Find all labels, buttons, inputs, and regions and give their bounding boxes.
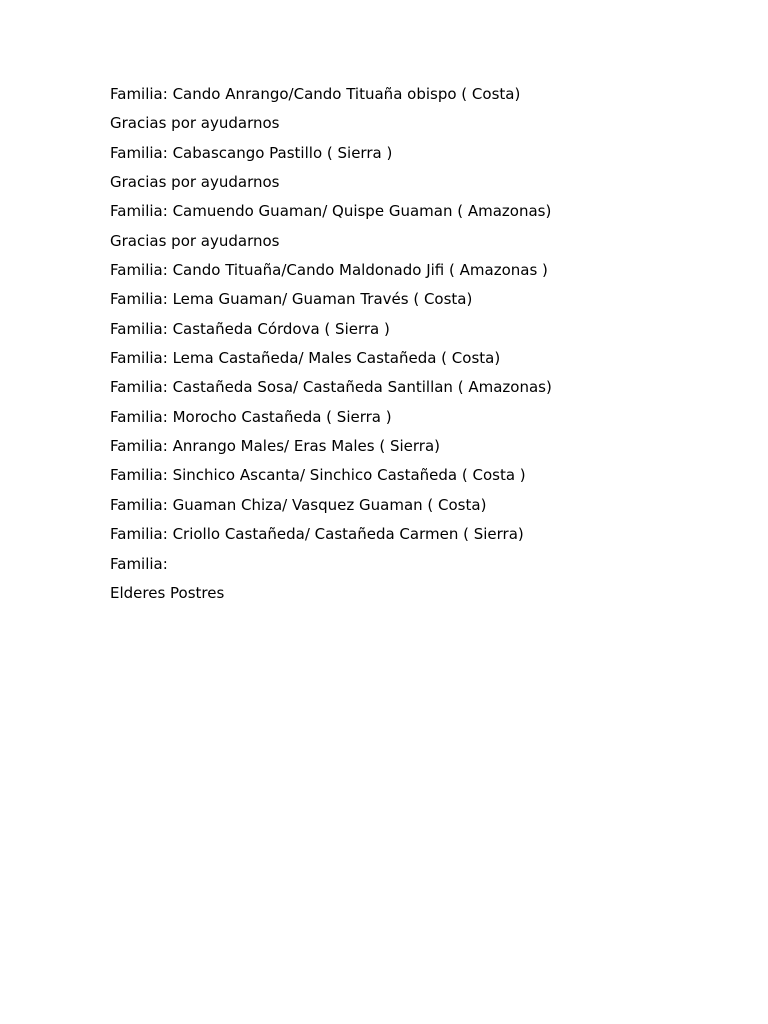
document-line: Gracias por ayudarnos: [110, 114, 280, 133]
document-line: Familia: Lema Guaman/ Guaman Través ( Costa): [110, 290, 473, 309]
document-line: Familia: Cando Anrango/Cando Tituaña obispo ( Costa): [110, 85, 521, 103]
document-line: Familia: Cando Tituaña/Cando Maldonado Jifi ( Amazonas ): [110, 261, 548, 280]
document-line: Elderes Postres: [110, 583, 225, 602]
document-line: Familia: Anrango Males/ Eras Males ( Sierra): [110, 437, 441, 456]
document-body: [110, 84, 730, 612]
document-line: Familia: Cabascango Pastillo ( Sierra ): [110, 143, 393, 162]
document-line: Gracias por ayudarnos: [110, 173, 280, 192]
document-line: Familia:: [110, 554, 168, 573]
document-line: Familia: Camuendo Guaman/ Quispe Guaman ( Amazonas): [110, 202, 552, 221]
document-line: Familia: Castañeda Sosa/ Castañeda Santillan ( Amazonas): [110, 378, 552, 397]
document-line: Familia: Morocho Castañeda ( Sierra ): [110, 407, 392, 426]
document-line: Familia: Guaman Chiza/ Vasquez Guaman ( Costa): [110, 495, 487, 514]
document-line: Familia: Criollo Castañeda/ Castañeda Carmen ( Sierra): [110, 525, 524, 544]
document-line: Familia: Castañeda Córdova ( Sierra ): [110, 319, 390, 338]
document-line: Familia: Sinchico Ascanta/ Sinchico Castañeda ( Costa ): [110, 466, 526, 485]
document-line: Familia: Lema Castañeda/ Males Castañeda ( Costa): [110, 349, 501, 368]
document-line: Gracias por ayudarnos: [110, 231, 280, 250]
